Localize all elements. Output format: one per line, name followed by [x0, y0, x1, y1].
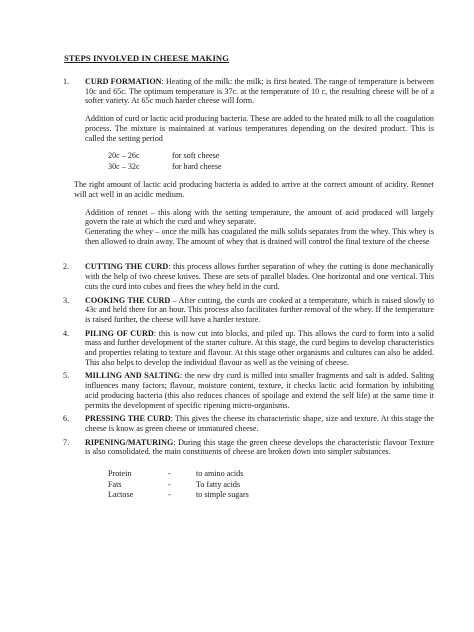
step-ripening-maturing: 7. RIPENING/MATURING: During this stage the green cheese develops the characteristic flavour Texture is also consolidated. the main constituents of cheese are broken down into simpler substances. Protein - to amino acids Fats - To fatty acids Lactose - to simple sugars	[63, 437, 434, 500]
setting-period-paragraph: Addition of curd or lactic acid producing bacteria. These are added to the heated milk to all the coagulation process. The mixture is maintained at various temperatures depending on the desired product. This is called the setting period	[85, 114, 434, 143]
step-number: 6.	[63, 414, 70, 424]
step-text: this is now cut into blocks, and piled up. This allows the curd to form into a solid mass and further development of the starter culture. At this stage, the curd begins to develop characteristics and properties relating to texture and flavour. At this stage other organisms and cultures can also be added. This also helps to develop the individual flavour as well as the veining of cheese.	[85, 328, 434, 367]
step-number: 3.	[63, 295, 70, 305]
whey-paragraph: Generating the whey – once the milk has coagulated the milk solids separates from the whey. This whey is then allowed to drain away. The amount of whey that is drained will control the final texture of the cheese	[85, 227, 434, 246]
step-pressing-the-curd: 6. PRESSING THE CURD: This gives the cheese its characteristic shape, size and texture. At this stage the cheese is know as green cheese or immatured cheese.	[63, 414, 434, 433]
table-row: Protein - to amino acids	[108, 469, 244, 479]
step-heading: COOKING THE CURD	[85, 295, 171, 305]
step-text: the new dry curd is milled into smaller fragments and salt is added. Salting influences many factors; flavour, moisture content, texture, it checks lactic acid formation by inhibiting acid producing bacteria (this also reduces chances of spoilage and extend the self life) at the same time it permits the development of specific ripening micro-organisms.	[85, 371, 435, 410]
step-curd-formation: 1. CURD FORMATION: Heating of the milk: the milk; is first heated. The range of temperature is between 10c and 65c. The optimum temperature is 37c. at the temperature of 10 c, the resulting cheese will be of a softer variety. At 65c much harder cheese will form. Addition of curd or lactic acid producing bacteria. These are added to the heated milk to all the coagulation process. The mixture is maintained at various temperatures depending on the desired product. This is called the setting period 20c – 26c for soft cheese 30c – 32c for hard cheese	[63, 77, 434, 171]
rennet-paragraph: Addition of rennet – this along with the setting temperature, the amount of acid produced will largely govern the rate at which the curd and whey separate.	[85, 207, 434, 227]
document-title: STEPS INVOLVED IN CHEESE MAKING	[64, 53, 229, 63]
table-row: 30c – 32c for hard cheese	[108, 161, 222, 171]
step-heading: MILLING AND SALTING	[85, 371, 180, 381]
table-row: Lactose - to simple sugars	[108, 490, 249, 500]
step-number: 1.	[63, 77, 70, 86]
table-row: Fats - To fatty acids	[108, 479, 241, 489]
step-heading: CUTTING THE CURD	[85, 262, 169, 272]
step-heading: RIPENING/MATURING	[85, 437, 174, 447]
step-text: This gives the cheese its characteristic shape, size and texture. At this stage the cheese is know as green cheese or immatured cheese.	[85, 414, 434, 433]
table-row: 20c – 26c for soft cheese	[108, 151, 220, 161]
temperature-table	[85, 151, 434, 172]
step-text: After cutting, the curds are cooked at a temperature, which is raised slowly to 43c and held there for an hour. This process also facilitates further removal of the whey. If the temperature is raised further, the cheese will have a harder texture.	[85, 295, 434, 324]
lactic-acid-paragraph: The right amount of lactic acid producing bacteria is added to arrive at the correct amount of acidity. Rennet will act well in an acidic medium.	[74, 180, 434, 199]
step-heading: CURD FORMATION	[85, 77, 162, 86]
step-heading: PRESSING THE CURD	[85, 414, 171, 424]
breakdown-table	[85, 469, 434, 501]
step-number: 4.	[63, 328, 70, 338]
step-text: this process allows further separation of whey the cutting is done mechanically with the help of two cheese knives. These are sets of parallel blades. One horizontal and one vertical. This cuts the curd into cubes and frees the whey held in the curd.	[85, 262, 434, 291]
step-number: 7.	[63, 437, 70, 447]
step-text: During this stage the green cheese develops the characteristic flavour Texture is also consolidated. the main constituents of cheese are broken down into simpler substances.	[85, 437, 434, 457]
step-number: 2.	[63, 262, 70, 272]
step-number: 5.	[63, 371, 70, 381]
step-text: Heating of the milk: the milk; is first heated. The range of temperature is between 10c and 65c. The optimum temperature is 37c. at the temperature of 10 c, the resulting cheese will be of a softer variety. At 65c much harder cheese will form.	[85, 77, 434, 106]
step-cutting-the-curd: 2. CUTTING THE CURD: this process allows further separation of whey the cutting is done mechanically with the help of two cheese knives. These are sets of parallel blades. One horizontal and one vertical. This cuts the curd into cubes and frees the whey held in the curd.	[63, 262, 434, 291]
step-cooking-the-curd: 3. COOKING THE CURD – After cutting, the curds are cooked at a temperature, which is raised slowly to 43c and held there for an hour. This process also facilitates further removal of the whey. If the temperature is raised further, the cheese will have a harder texture.	[63, 295, 434, 324]
step-heading: PILING OF CURD	[85, 328, 154, 338]
step-piling-of-curd: 4. PILING OF CURD: this is now cut into blocks, and piled up. This allows the curd to form into a solid mass and further development of the starter culture. At this stage, the curd begins to develop characteristics and properties relating to texture and flavour. At this stage other organisms and cultures can also be added. This also helps to develop the individual flavour as well as the veining of cheese.	[63, 328, 434, 367]
step-milling-and-salting: 5. MILLING AND SALTING: the new dry curd is milled into smaller fragments and salt is added. Salting influences many factors; flavour, moisture content, texture, it checks lactic acid formation by inhibiting acid producing bacteria (this also reduces chances of spoilage and extend the self life) at the same time it permits the development of specific ripening micro-organisms.	[63, 371, 435, 410]
